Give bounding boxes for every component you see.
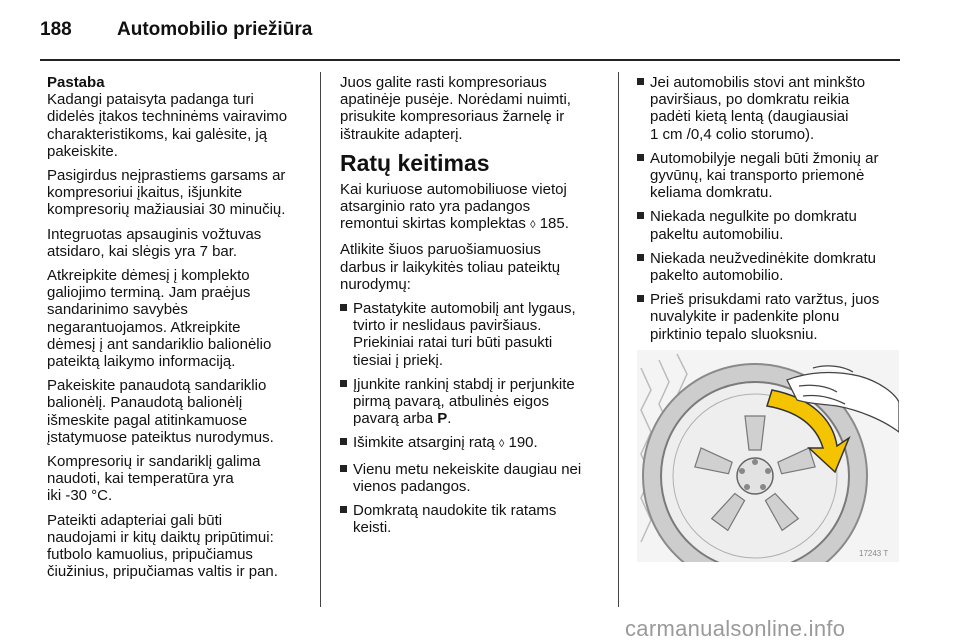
page-title: Automobilio priežiūra	[117, 19, 313, 40]
watermark-text: carmanualsonline.info	[625, 616, 846, 641]
page-ref-icon: ◊	[530, 219, 536, 232]
column-divider-right	[618, 72, 619, 607]
paragraph: Integruotas apsauginis vožtuvas atsidaro, kai slėgis yra 7 bar.	[47, 225, 262, 260]
paragraph: Pateikti adapteriai gali būti naudojami ir kitų daiktų pripūtimui: futbolo kamuolius, pripučiamus čiužinius, pripučiamas valtis ir pan.	[47, 511, 278, 581]
list-item: Automobilyje negali būti žmonių ar gyvūnų, kai transporto priemonė keliama domkratu.	[637, 150, 905, 202]
list-item: Vienu metu nekeiskite daugiau nei vienos padangos.	[340, 461, 605, 495]
note-label: Pastaba	[47, 74, 105, 91]
column-middle	[340, 74, 605, 543]
gear-p-label: P	[437, 410, 448, 428]
list-item: Jei automobilis stovi ant minkšto paviršiaus, po domkratu reikia padėti kietą lentą (daugiausiai 1 cm /0,4 colio storumo).	[637, 74, 905, 143]
page-number: 188	[40, 19, 72, 40]
list-item	[340, 376, 605, 428]
page-ref-icon: ◊	[498, 438, 505, 451]
section-heading: Ratų keitimas	[340, 149, 490, 176]
intro-paragraph: Juos galite rasti kompresoriaus apatinėje pusėje. Norėdami nuimti, prisukite kompresoriaus žarnelę ir ištraukite adapterį.	[340, 74, 571, 143]
paragraph-text: Kai kuriuose automobiliuose vietoj atsarginio rato yra padangos remontui skirtas komplektas	[340, 180, 567, 233]
header-rule	[40, 59, 900, 61]
paragraph: Pakeiskite panaudotą sandariklio balionėlį. Panaudotą balionėlį išmeskite pagal atitinkamuose įstatymuose pateiktus nurodymus.	[47, 377, 274, 446]
paragraph: Kompresorių ir sandariklį galima naudoti, kai temperatūra yra iki -30 °C.	[47, 453, 261, 505]
list-item-text: Įjunkite rankinį stabdį ir perjunkite pirmą pavarą, atbulinės eigos pavarą arba	[353, 375, 575, 428]
instruction-list	[637, 74, 905, 343]
instruction-list	[340, 300, 605, 536]
figure-code: 17243 T	[859, 548, 889, 558]
list-item: Niekada negulkite po domkratu pakeltu automobiliu.	[637, 208, 905, 242]
column-right	[637, 74, 905, 562]
page-ref-link[interactable]: 190.	[508, 434, 538, 452]
paragraph	[340, 181, 605, 235]
list-item-text: Išimkite atsarginį ratą	[353, 434, 495, 452]
list-item: Domkratą naudokite tik ratams keisti.	[340, 502, 605, 536]
page-header	[0, 0, 960, 60]
list-item-end: .	[447, 410, 452, 428]
list-item: Niekada neužvedinėkite domkratu pakelto automobilio.	[637, 250, 905, 284]
column-left	[47, 74, 312, 587]
list-item: Prieš prisukdami rato varžtus, juos nuvalykite ir padenkite plonu pirktinio tepalo sluoksniu.	[637, 291, 905, 343]
column-divider-left	[320, 72, 321, 607]
list-item	[340, 434, 605, 453]
page-ref-link[interactable]: 185.	[539, 215, 569, 233]
paragraph: Atkreipkite dėmesį į komplekto galiojimo terminą. Jam praėjus sandarinimo savybės negarantuojamos. Atkreipkite dėmesį į ant sandariklio balionėlio pateiktą laikymo informaciją.	[47, 267, 272, 371]
list-item: Pastatykite automobilį ant lygaus, tvirto ir neslidaus paviršiaus. Priekiniai ratai turi būti pasukti tiesiai į priekį.	[340, 300, 605, 369]
wheel-cover-illustration	[637, 350, 899, 562]
paragraph: Atlikite šiuos paruošiamuosius darbus ir laikykitės toliau pateiktų nurodymų:	[340, 241, 561, 293]
note-text: Kadangi pataisyta padanga turi didelės įtakos techninėms vairavimo charakteristikoms, kai galėsite, ją pakeiskite.	[47, 91, 288, 160]
note-paragraph	[47, 74, 312, 160]
paragraph: Pasigirdus neįprastiems garsams ar kompresoriui įkaitus, išjunkite kompresorių mažiausiai 30 minučių.	[47, 167, 286, 219]
